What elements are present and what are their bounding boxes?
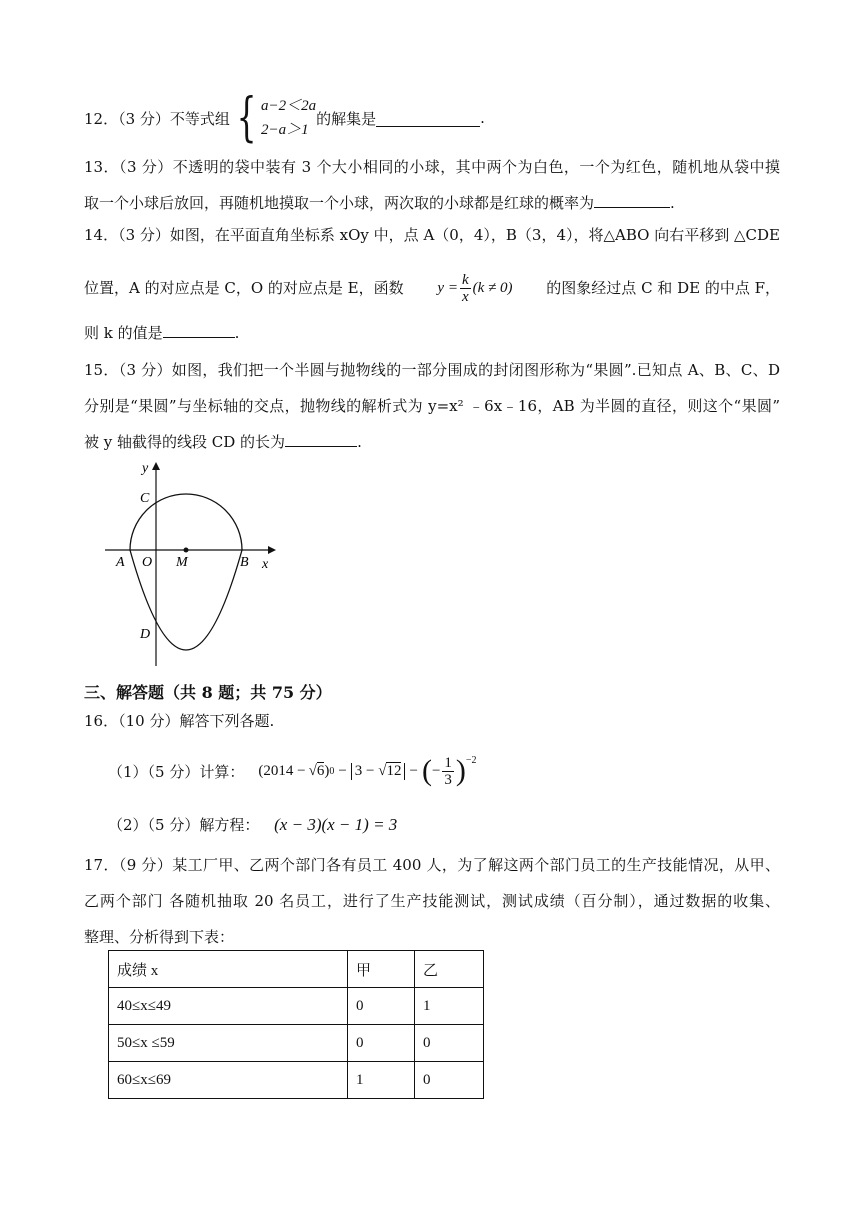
label-o: O	[142, 555, 153, 570]
question-17	[84, 850, 780, 952]
q16-part2	[108, 810, 397, 840]
q13-line1: 13．（3 分）不透明的袋中装有 3 个大小相同的小球，其中两个为白色，一个为红色，随机地从袋中摸	[84, 158, 780, 176]
label-x: x	[262, 557, 269, 572]
func-cond: (k ≠ 0)	[472, 280, 513, 296]
q12-suffix: 的解集是	[316, 109, 377, 128]
table-row	[109, 988, 484, 1025]
label-b: B	[240, 555, 249, 570]
question-13	[84, 152, 780, 218]
inequality-1: a−2＜2a	[261, 98, 317, 114]
label-c: C	[140, 491, 150, 506]
table-cell: 0	[348, 988, 415, 1025]
func-y: y =	[437, 280, 458, 296]
x-axis-arrow-icon	[268, 546, 276, 554]
exp-neg2: −2	[465, 754, 477, 766]
frac-num: 1	[444, 754, 452, 771]
absolute-value: 3 − √12	[351, 763, 406, 780]
section-heading: 三、解答题（共 8 题；共 75 分）	[84, 683, 332, 702]
inequality-system	[230, 88, 317, 148]
neg-sign: −	[431, 762, 441, 779]
q16-part1	[108, 748, 477, 794]
table-cell: 0	[415, 1062, 484, 1099]
table-cell: 0	[348, 1025, 415, 1062]
q17-line3: 整理、分析得到下表：	[84, 928, 235, 946]
q12-end: .	[480, 109, 485, 127]
label-d: D	[140, 627, 151, 642]
header-dept-b: 乙	[415, 951, 484, 988]
q13-line2: 取一个小球后放回，再随机地摸取一个小球，两次取的小球都是红球的概率为	[84, 194, 595, 212]
label-y: y	[142, 461, 149, 476]
func-den: x	[461, 288, 469, 305]
question-14	[84, 220, 780, 348]
q12-prefix: 12．（3 分）不等式组	[84, 109, 230, 128]
answer-blank	[376, 110, 480, 127]
table-cell: 50≤x ≤59	[109, 1025, 348, 1062]
exp-zero: 0	[329, 765, 335, 777]
calc-expression: (2014 − √6 ) 0 − 3 − √12 − ( − $\frac{1}{3}$ ) $^{-2}$	[258, 754, 477, 788]
q13-end: .	[670, 194, 675, 212]
equation: (x − 3)(x − 1) = 3	[274, 815, 398, 834]
table-cell: 0	[415, 1025, 484, 1062]
q17-line2: 乙两个部门 各随机抽取 20 名员工，进行了生产技能测试，测试成绩（百分制），通过数据的收集、	[84, 892, 780, 910]
label-a: A	[116, 555, 125, 570]
q14-line2-post: 的图象经过点 C 和 DE 的中点 F，	[546, 279, 780, 297]
table-cell: 40≤x≤49	[109, 988, 348, 1025]
q15-line3: 被 y 轴截得的线段 CD 的长为	[84, 433, 286, 451]
center-point-m	[184, 548, 189, 553]
table-row	[109, 1062, 484, 1099]
fruit-circle-figure	[100, 458, 280, 668]
sqrt-6: 6	[316, 762, 325, 779]
label-m: M	[176, 555, 188, 570]
sqrt-12: 12	[386, 762, 402, 779]
header-dept-a: 甲	[348, 951, 415, 988]
inequality-2: 2−a＞1	[261, 122, 309, 138]
q15-line2: 分别是“果圆”与坐标轴的交点，抛物线的解析式为 y=x² ﹣6x﹣16，AB 为半圆的直径，则这个“果圆”	[84, 397, 780, 415]
q16-p2-label: （2）（5 分）解方程：	[108, 816, 260, 834]
table-cell: 60≤x≤69	[109, 1062, 348, 1099]
header-score: 成绩 x	[109, 951, 348, 988]
table-cell: 1	[348, 1062, 415, 1099]
expr-term1: (2014 −	[258, 762, 306, 779]
frac-den: 3	[444, 771, 452, 788]
y-axis-arrow-icon	[152, 462, 160, 470]
q16-p1-label: （1）（5 分）计算：	[108, 762, 245, 781]
q15-end: .	[357, 433, 362, 451]
function-formula	[437, 272, 512, 305]
q14-line2-pre: 位置，A 的对应点是 C，O 的对应点是 E，函数	[84, 279, 404, 297]
answer-blank	[285, 430, 357, 447]
answer-blank	[594, 191, 670, 208]
func-num: k	[461, 271, 469, 288]
table-header-row	[109, 951, 484, 988]
q14-line3: 则 k 的值是	[84, 324, 163, 342]
answer-blank	[163, 321, 235, 338]
score-table	[108, 950, 484, 1099]
table-row	[109, 1025, 484, 1062]
question-12	[84, 88, 485, 148]
q14-line1: 14．（3 分）如图，在平面直角坐标系 xOy 中，点 A（0，4），B（3，4），将△ABO 向右平移到 △CDE	[84, 226, 780, 244]
q15-line1: 15．（3 分）如图，我们把一个半圆与抛物线的一部分围成的封闭图形称为“果圆”.已知点 A、B、C、D	[84, 361, 780, 379]
expr-close: )	[324, 762, 330, 779]
question-16: 16．（10 分）解答下列各题.	[84, 712, 275, 730]
table-cell: 1	[415, 988, 484, 1025]
question-15	[84, 355, 780, 457]
brace-icon: {	[236, 88, 257, 148]
abs-term: 3 −	[354, 762, 375, 779]
q17-line1: 17．（9 分）某工厂甲、乙两个部门各有员工 400 人，为了解这两个部门员工的生产技能情况，从甲、	[84, 856, 780, 874]
q14-end: .	[234, 324, 240, 342]
